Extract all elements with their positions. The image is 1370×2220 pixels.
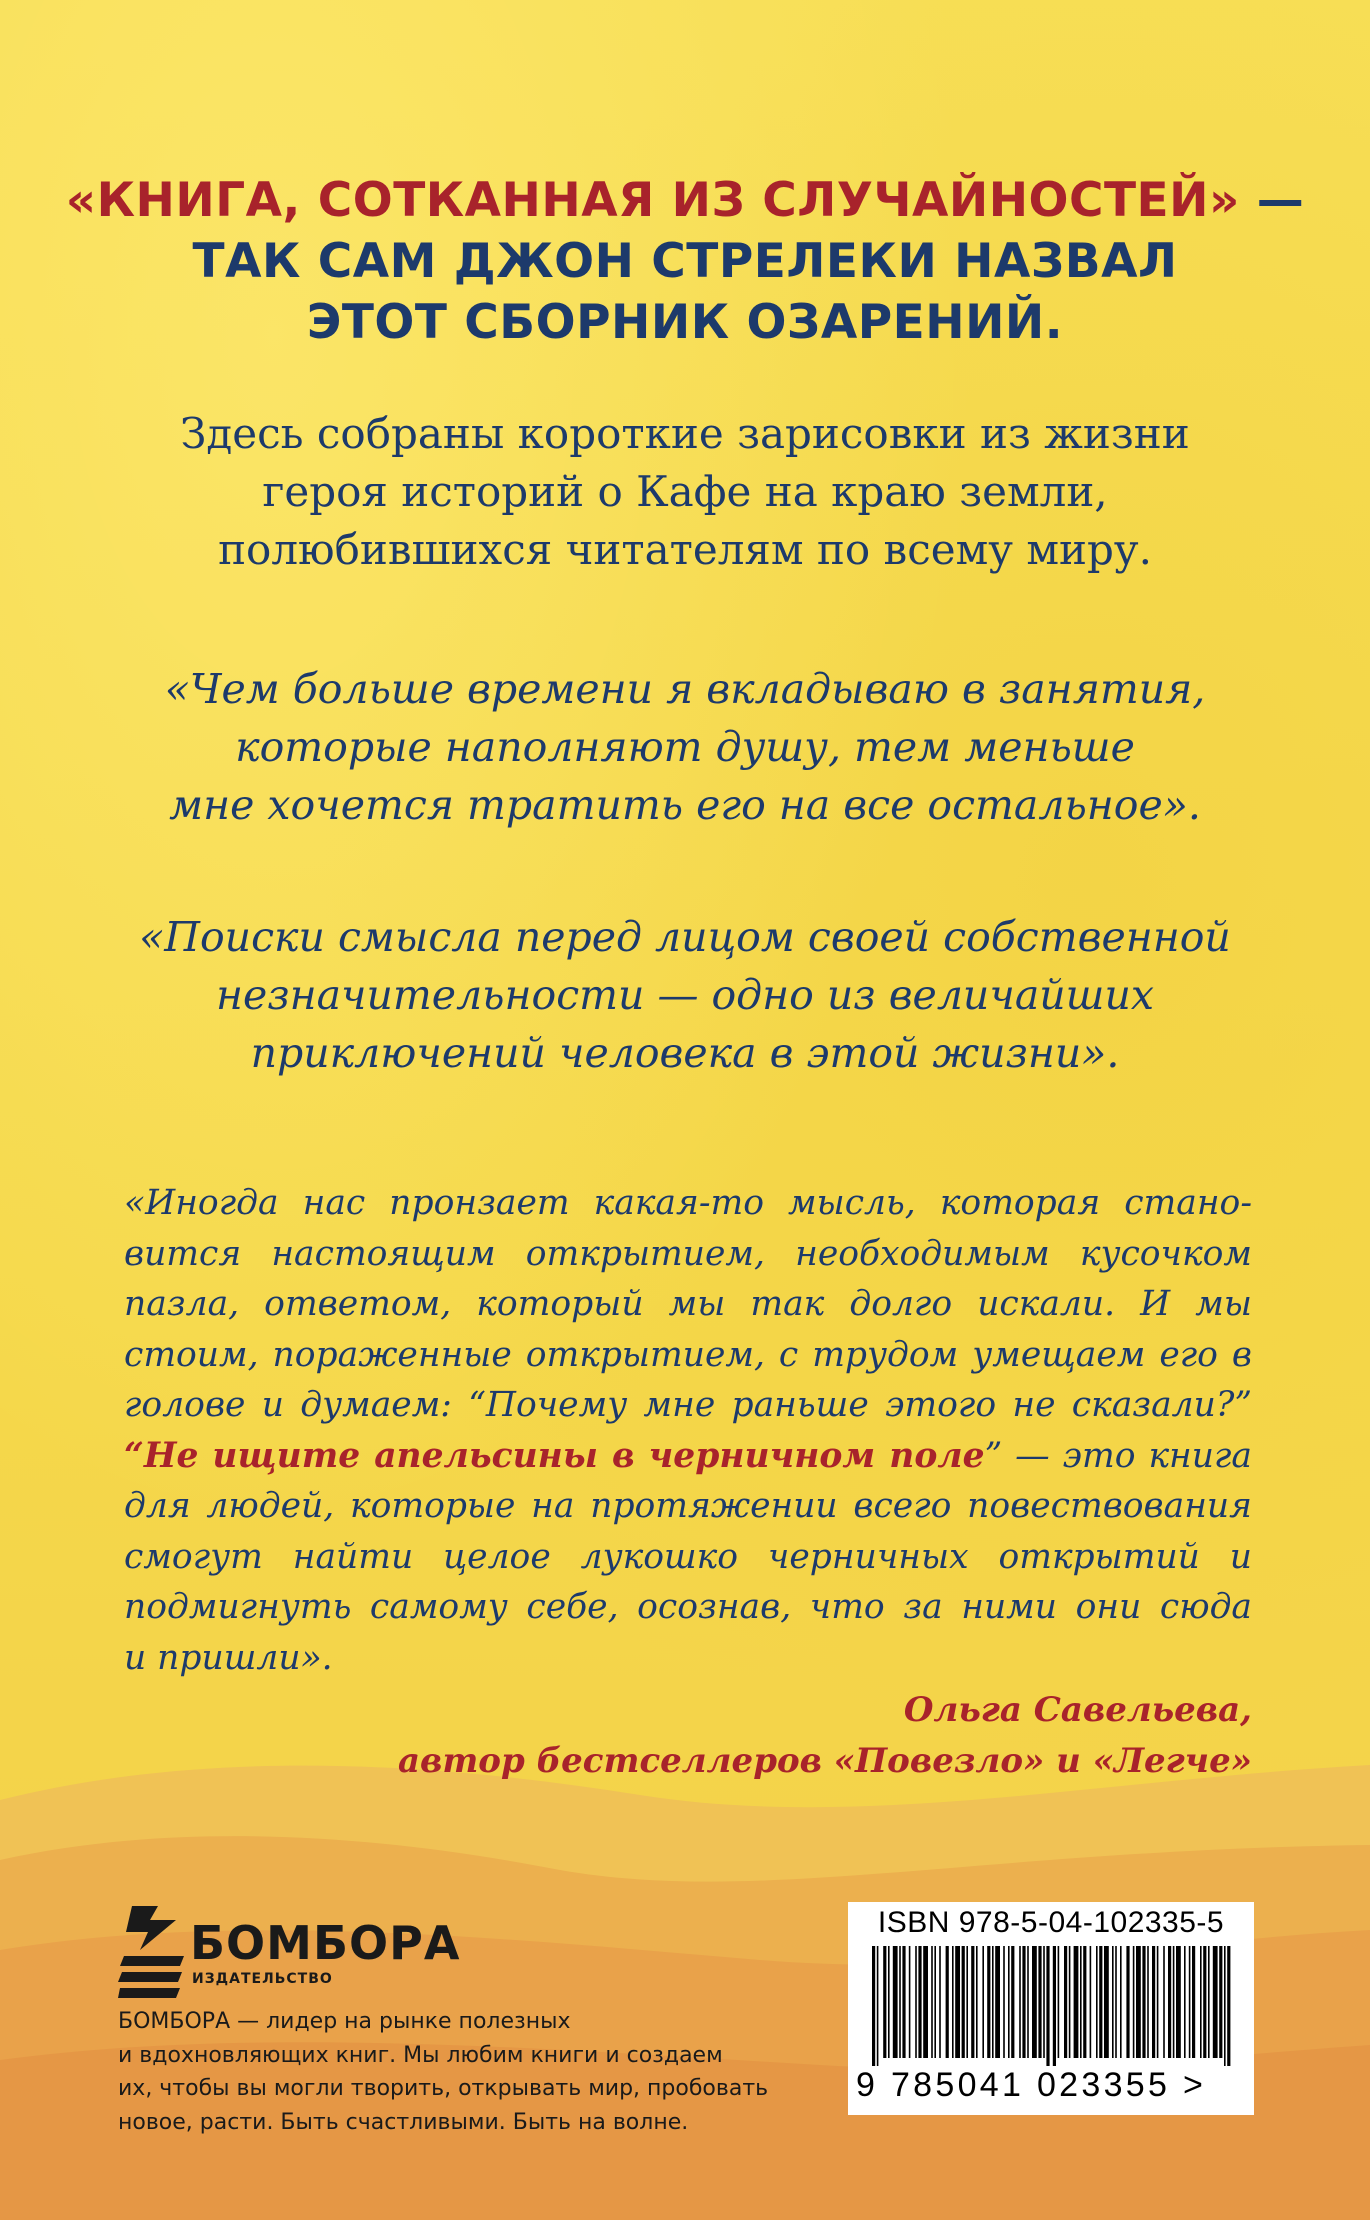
review-line: и пришли». [124, 1637, 333, 1678]
barcode-bar [1003, 1946, 1005, 2058]
barcode-bar [971, 1946, 974, 2058]
barcode-bar [915, 1946, 917, 2058]
review-line: «Иногда нас пронзает какая-то мысль, которая стано- [124, 1183, 1252, 1223]
barcode-bar [1099, 1946, 1102, 2058]
review-line: смогут найти целое лукошко черничных открытий и [124, 1536, 1252, 1577]
barcode-digits: 9 785041 023355 > [856, 2066, 1207, 2104]
quote-2-line-1: «Поиски смысла перед лицом своей собственной [139, 913, 1231, 961]
barcode-bar [1064, 1946, 1067, 2058]
headline [0, 170, 1370, 353]
barcode-bar [962, 1946, 965, 2058]
review-line: пазла, ответом, который мы так долго искали. И мы [124, 1284, 1252, 1324]
barcode-bar [1173, 1946, 1175, 2058]
barcode-bar [1126, 1946, 1129, 2058]
barcode-bar [1080, 1946, 1082, 2058]
intro-line-2: героя историй о Кафе на краю земли, [262, 467, 1108, 516]
barcode-bar [1189, 1946, 1191, 2058]
intro-line-1: Здесь собраны короткие зарисовки из жизни [180, 409, 1190, 458]
publisher-logo-subtitle: ИЗДАТЕЛЬСТВО [192, 1971, 333, 1987]
barcode-bar [1083, 1946, 1086, 2058]
barcode-bar [1058, 1946, 1060, 2058]
barcode-bar [987, 1946, 990, 2058]
publisher-logo-name: БОМБОРА [190, 1916, 461, 1970]
barcode-bar [923, 1946, 928, 2058]
barcode-bar [1152, 1946, 1155, 2058]
headline-line-3: ЭТОТ СБОРНИК ОЗАРЕНИЙ. [306, 295, 1064, 350]
quote-1-line-3: мне хочется тратить его на все остальное». [169, 781, 1201, 829]
intro-paragraph [0, 405, 1370, 579]
about-line: и вдохновляющих книг. Мы любим книги и создаем [118, 2042, 723, 2068]
barcode-bar [1192, 1946, 1195, 2058]
isbn-barcode [848, 1902, 1254, 2115]
barcode-bar [893, 1946, 898, 2058]
barcode-bar [1090, 1946, 1092, 2058]
barcode-bar [1074, 1946, 1079, 2058]
signature-role: автор бестселлеров «Повезло» и «Легче» [397, 1741, 1252, 1781]
barcode-bar [982, 1946, 984, 2058]
review-signature [398, 1685, 1252, 1787]
barcode-bar [1203, 1946, 1206, 2058]
quote-2 [0, 908, 1370, 1082]
barcode-bar [899, 1946, 901, 2058]
review-line: подмигнуть самому себе, осознав, что за ними они сюда [124, 1587, 1252, 1627]
barcode-bar [1069, 1946, 1071, 2058]
review-line-title-rest: ” — это книга [984, 1435, 1252, 1476]
headline-dash: — [1239, 173, 1305, 228]
barcode-bar [1053, 1946, 1056, 2066]
barcode-bar [1096, 1946, 1098, 2058]
barcode-bar [1011, 1946, 1014, 2058]
publisher-about [118, 2005, 778, 2139]
review-line: стоим, пораженные открытием, с трудом умещаем его в [124, 1334, 1252, 1375]
headline-line-2: ТАК САМ ДЖОН СТРЕЛЕКИ НАЗВАЛ [192, 234, 1178, 289]
barcode-bar [1032, 1946, 1037, 2058]
barcode-bar [877, 1946, 879, 2066]
barcode-bar [995, 1946, 1000, 2058]
barcode-bar [1163, 1946, 1165, 2058]
signature-name: Ольга Савельева, [903, 1690, 1252, 1730]
barcode-bar [1208, 1946, 1210, 2058]
barcode-bar [1104, 1946, 1109, 2058]
barcode-bar [909, 1946, 911, 2058]
isbn-number: ISBN 978-5-04-102335-5 [877, 1906, 1225, 1939]
barcode-bar [1046, 1946, 1049, 2066]
barcode-bar [1184, 1946, 1186, 2058]
barcode-bars [868, 1946, 1234, 2066]
review-paragraph [124, 1178, 1252, 1683]
barcode-bar [1120, 1946, 1122, 2058]
about-line: БОМБОРА — лидер на рынке полезных [118, 2009, 571, 2034]
quote-1 [0, 660, 1370, 834]
quote-2-line-3: приключений человека в этой жизни». [250, 1029, 1120, 1077]
barcode-bar [1224, 1946, 1226, 2066]
review-line-title [124, 1431, 1252, 1482]
barcode-bar [902, 1946, 905, 2058]
barcode-bar [1157, 1946, 1159, 2058]
review-line: голове и думаем: “Почему мне раньше этого не сказали?” [124, 1385, 1252, 1425]
barcode-bar [1043, 1946, 1045, 2058]
barcode-bar [1168, 1946, 1171, 2058]
barcode-bar [888, 1946, 890, 2058]
intro-line-3: полюбившихся читателям по всему миру. [218, 525, 1152, 574]
about-line: новое, расти. Быть счастливыми. Быть на волне. [118, 2109, 689, 2135]
barcode-bar [1200, 1946, 1202, 2058]
quote-1-line-2: которые наполняют душу, тем меньше [235, 723, 1135, 771]
barcode-bar [1008, 1946, 1010, 2058]
barcode-bar [966, 1946, 968, 2058]
quote-1-line-1: «Чем больше времени я вкладываю в занятия, [164, 665, 1206, 713]
barcode-bar [1142, 1946, 1145, 2058]
barcode-bar [976, 1946, 978, 2058]
barcode-bar [1019, 1946, 1021, 2058]
barcode-bar [955, 1946, 960, 2058]
barcode-bar [992, 1946, 994, 2058]
barcode-bar [1038, 1946, 1041, 2058]
barcode-bar [1176, 1946, 1181, 2058]
barcode-bar [883, 1946, 886, 2058]
barcode-bar [1027, 1946, 1029, 2058]
review-line: вится настоящим открытием, необходимым кусочком [124, 1233, 1252, 1274]
barcode-bar [934, 1946, 936, 2058]
barcode-bar [1227, 1946, 1230, 2066]
barcode-bar [1147, 1946, 1149, 2058]
barcode-bar [1136, 1946, 1141, 2058]
barcode-bar [1115, 1946, 1117, 2058]
headline-quote: «КНИГА, СОТКАННАЯ ИЗ СЛУЧАЙНОСТЕЙ» [65, 173, 1240, 228]
barcode-bar [1213, 1946, 1218, 2058]
barcode-bar [946, 1946, 949, 2058]
barcode-bar [1112, 1946, 1114, 2058]
barcode-bar [931, 1946, 933, 2058]
barcode-bar [918, 1946, 921, 2058]
review-line: для людей, которые на протяжении всего повествования [124, 1486, 1252, 1526]
barcode-bar [952, 1946, 954, 2058]
about-line: их, чтобы вы могли творить, открывать мир, пробовать [118, 2076, 769, 2101]
barcode-bar [939, 1946, 941, 2058]
barcode-bar [1133, 1946, 1135, 2058]
barcode-bar [1219, 1946, 1222, 2058]
barcode-bar [1022, 1946, 1025, 2058]
quote-2-line-2: незначительности — одно из величайших [215, 971, 1155, 1019]
book-title: “Не ищите апельсины в черничном поле [124, 1435, 985, 1476]
barcode-bar [872, 1946, 875, 2066]
